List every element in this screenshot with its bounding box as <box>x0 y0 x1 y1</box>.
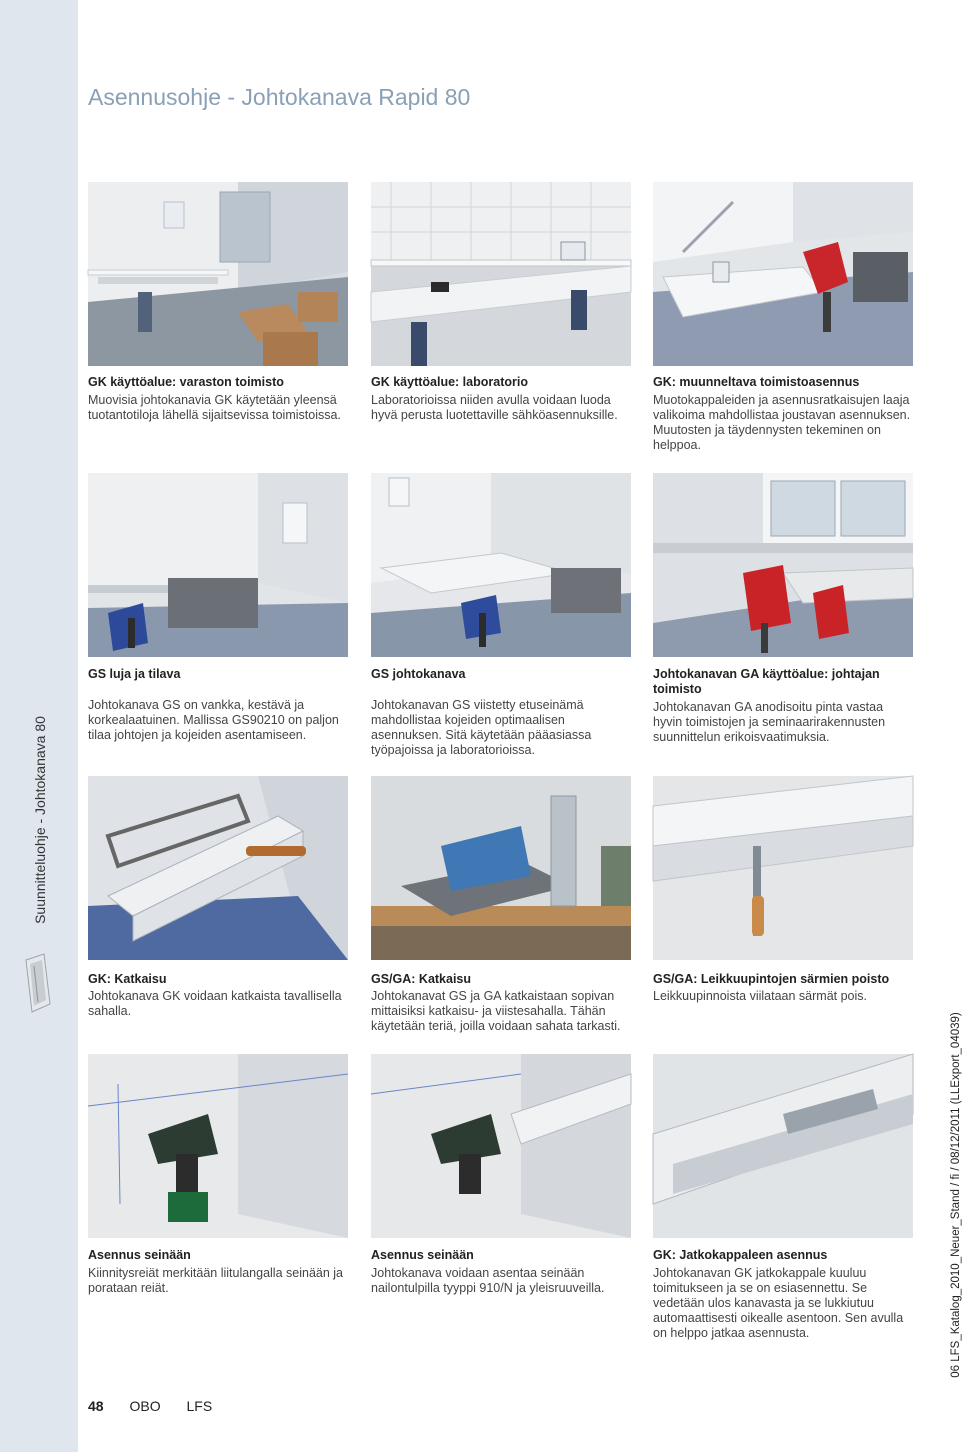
caption-body: Laboratorioissa niiden avulla voidaan luoda hyvä perusta luotettaville sähköasennuksille. <box>371 393 618 422</box>
photo-gk-cutting <box>88 776 348 960</box>
caption-body: Johtokanavan GS viistetty etuseinämä mahdollistaa kojeiden optimaalisen asennuksen. Sitä käytetään pääasiassa työpajoissa ja laboratorioissa. <box>371 698 592 757</box>
photo-gs-duct-office <box>371 473 631 657</box>
photo-laboratory <box>371 182 631 366</box>
page-title: Asennusohje - Johtokanava Rapid 80 <box>88 84 471 110</box>
cable-duct-thumbnail <box>22 952 52 1014</box>
print-code: 06 LFS_Katalog_2010_Neuer_Stand / fi / 08/12/2011 (LLExport_04039) <box>950 1012 962 1378</box>
photo-extension-piece <box>653 1054 913 1238</box>
photo-gs-office <box>88 473 348 657</box>
caption-modular-office <box>653 375 915 453</box>
caption-wall-drilling <box>88 1248 350 1296</box>
photo-ga-executive-office <box>653 473 913 657</box>
photo-deburring <box>653 776 913 960</box>
product-line: LFS <box>186 1398 213 1414</box>
caption-heading: GS/GA: Leikkuupintojen särmien poisto <box>653 972 890 986</box>
photo-wall-mounting <box>371 1054 631 1238</box>
caption-heading: GS johtokanava <box>371 667 466 681</box>
caption-body: Leikkuupinnoista viilataan särmät pois. <box>653 989 868 1003</box>
caption-gk-cutting <box>88 972 350 1019</box>
caption-body: Johtokanava GS on vankka, kestävä ja korkealaatuinen. Mallissa GS90210 on paljon tilaa johtojen ja kojeiden asentamiseen. <box>88 698 339 742</box>
caption-deburring <box>653 972 915 1004</box>
caption-wall-mounting <box>371 1248 633 1296</box>
caption-heading: Asennus seinään <box>371 1248 474 1262</box>
caption-body: Johtokanavan GA anodisoitu pinta vastaa hyvin toimistojen ja seminaarirakennusten suunnittelun erikoisvaatimuksia. <box>653 700 886 744</box>
caption-heading: GK: Katkaisu <box>88 972 167 986</box>
caption-heading: GK käyttöalue: varaston toimisto <box>88 375 284 389</box>
caption-ga-executive <box>653 667 915 745</box>
caption-gs-strong <box>88 667 350 743</box>
caption-body: Muovisia johtokanavia GK käytetään yleensä tuotantotiloja lähellä sijaitsevissa toimistoissa. <box>88 393 341 422</box>
page-number: 48 <box>88 1398 104 1414</box>
caption-body: Kiinnitysreiät merkitään liitulangalla seinään ja porataan reiät. <box>88 1266 343 1295</box>
caption-heading: Asennus seinään <box>88 1248 191 1262</box>
side-title: Suunnitteluohje - Johtokanava 80 <box>32 716 48 924</box>
caption-gs-duct <box>371 667 633 758</box>
caption-extension-piece <box>653 1248 915 1341</box>
photo-gs-ga-cutting <box>371 776 631 960</box>
caption-heading: GK: muunneltava toimistoasennus <box>653 375 860 389</box>
caption-laboratory <box>371 375 633 423</box>
caption-gs-ga-cutting <box>371 972 633 1034</box>
caption-storage-office <box>88 375 350 423</box>
photo-marking-drilling <box>88 1054 348 1238</box>
caption-heading: GK: Jatkokappaleen asennus <box>653 1248 828 1262</box>
caption-heading: GS/GA: Katkaisu <box>371 972 472 986</box>
caption-body: Muotokappaleiden ja asennusratkaisujen laaja valikoima mahdollistaa joustavan asennuksen. Muutosten ja täydennysten tekeminen on helppoa. <box>653 393 911 452</box>
caption-body: Johtokanavan GK jatkokappale kuuluu toimitukseen ja se on esiasennettu. Se vedetään ulos kanavasta ja se lukkiutuu automaattisesti oikealle asentoon. Sen avulla on helppo jatkaa asennusta. <box>653 1266 904 1340</box>
caption-body: Johtokanava voidaan asentaa seinään nailontulpilla tyyppi 910/N ja yleisruuveilla. <box>371 1266 605 1295</box>
photo-storage-office <box>88 182 348 366</box>
photo-modular-office <box>653 182 913 366</box>
caption-body: Johtokanava GK voidaan katkaista tavallisella sahalla. <box>88 989 342 1018</box>
caption-heading: GS luja ja tilava <box>88 667 181 681</box>
caption-heading: GK käyttöalue: laboratorio <box>371 375 528 389</box>
page-footer <box>88 1398 234 1414</box>
caption-body: Johtokanavat GS ja GA katkaistaan sopivan mittaisiksi katkaisu- ja viistesahalla. Tähän käytetään teriä, joilla voidaan sahata tarkasti. <box>371 989 621 1033</box>
brand-name: OBO <box>129 1398 161 1414</box>
caption-heading: Johtokanavan GA käyttöalue: johtajan toimisto <box>653 667 880 696</box>
